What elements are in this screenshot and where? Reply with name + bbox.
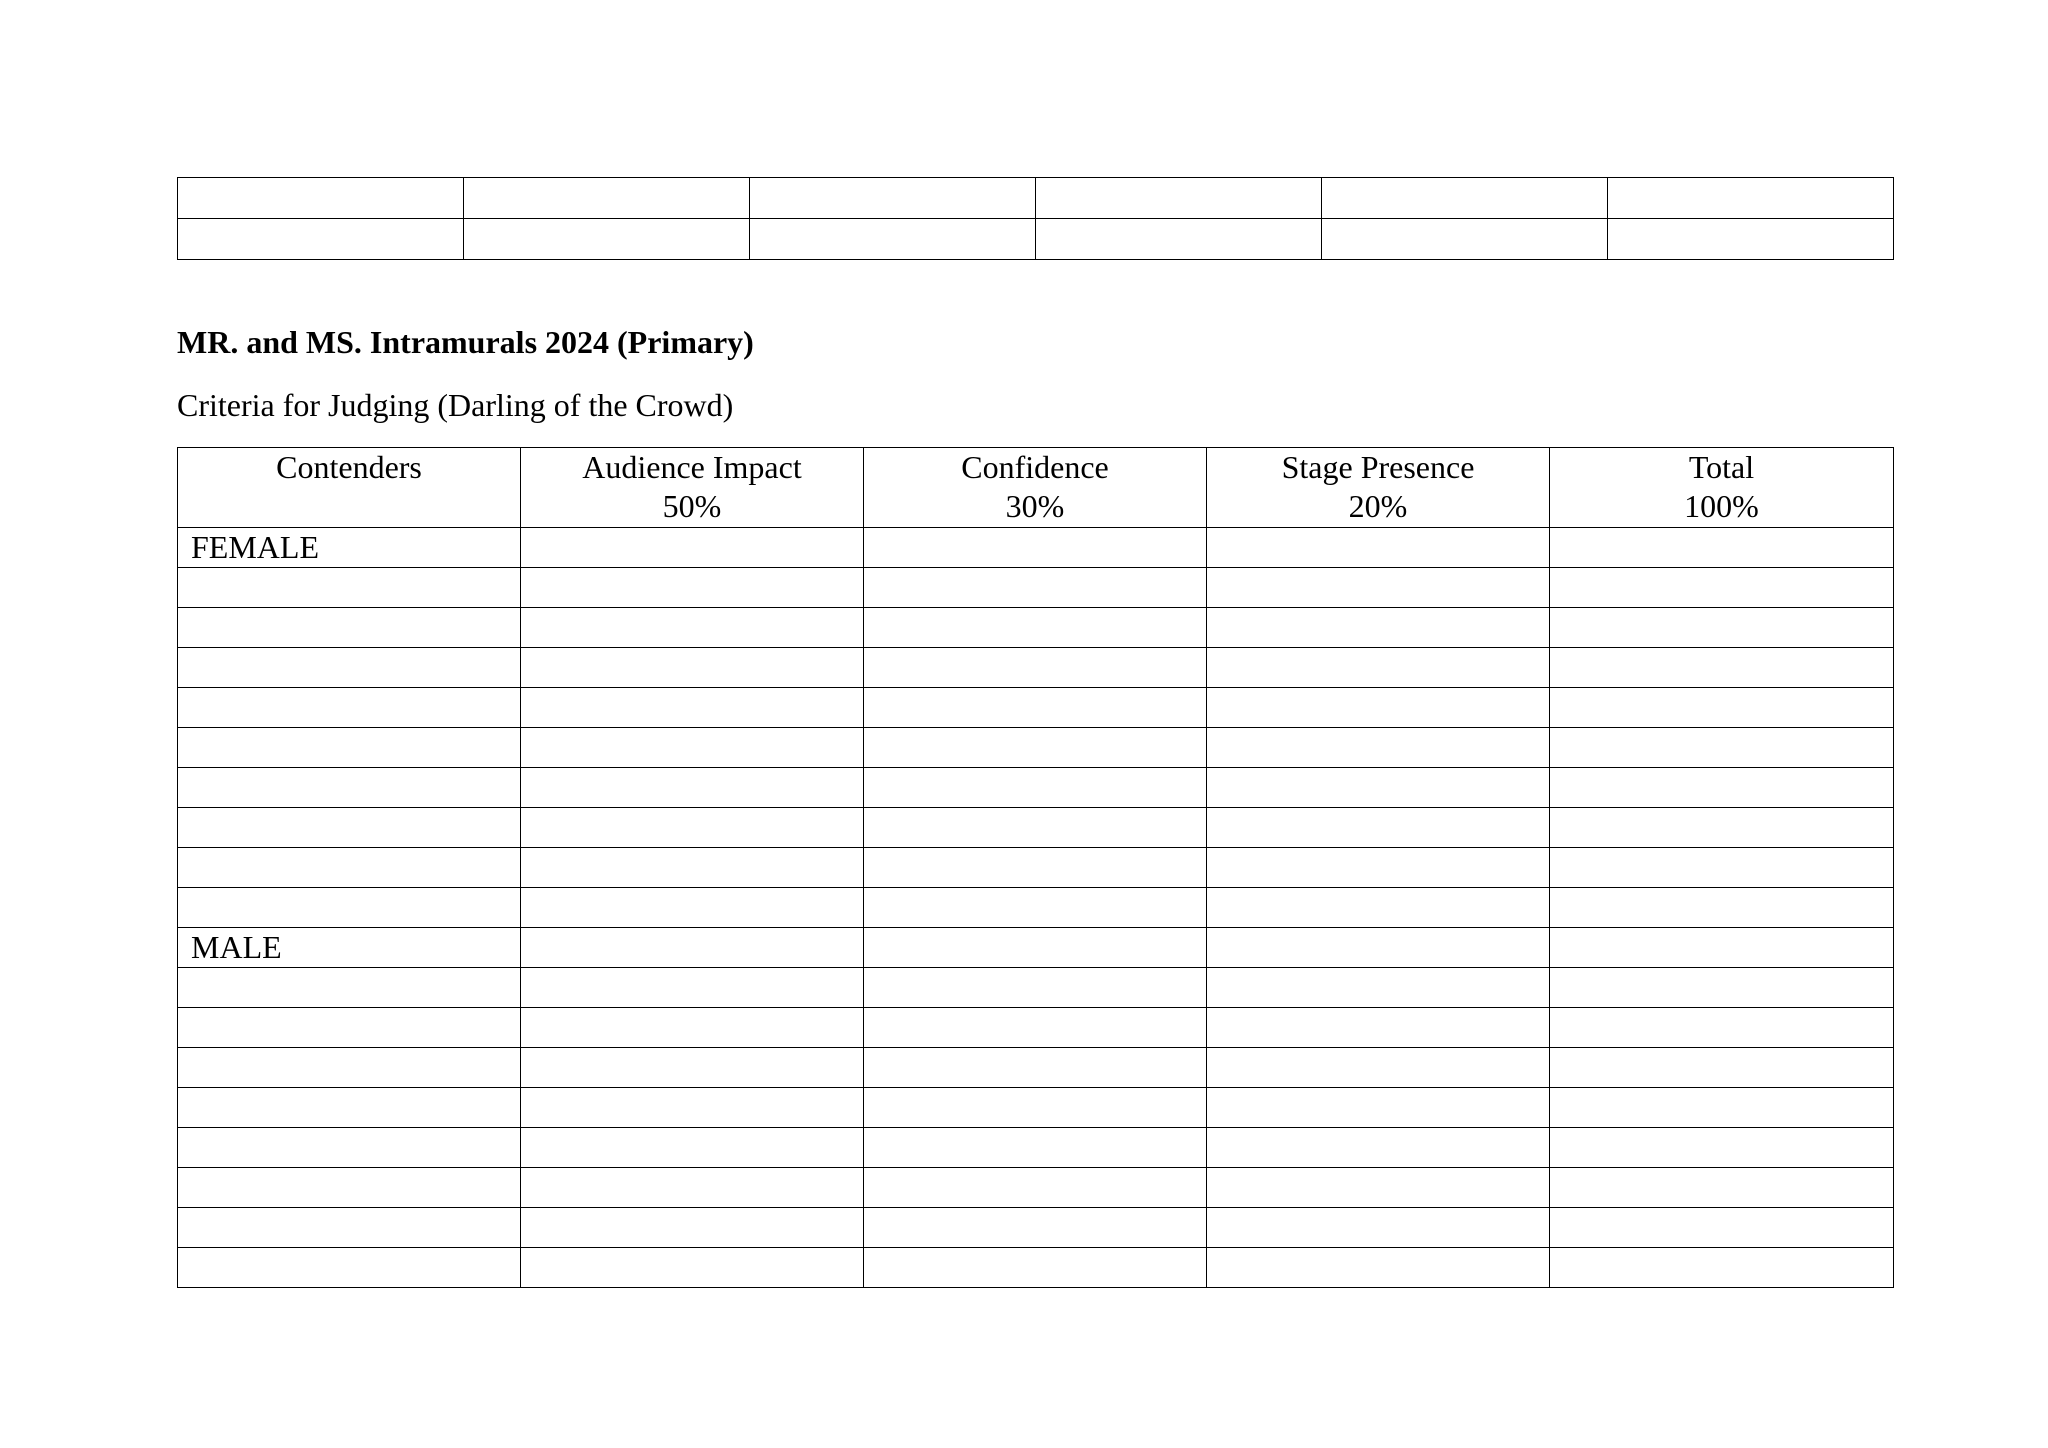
score-cell[interactable] [864, 1048, 1207, 1088]
contender-name-cell[interactable] [178, 968, 521, 1008]
score-cell[interactable] [1550, 1208, 1894, 1248]
contender-row [178, 1008, 1894, 1048]
score-cell[interactable] [1207, 1088, 1550, 1128]
header-audience-impact [521, 448, 864, 528]
header-stage-presence-name: Stage Presence [1281, 449, 1475, 485]
group-label-row [178, 928, 1894, 968]
contender-row [178, 848, 1894, 888]
blank-cell[interactable] [1036, 219, 1322, 260]
score-cell[interactable] [1550, 1168, 1894, 1208]
header-total-weight: 100% [1684, 488, 1759, 524]
score-cell[interactable] [521, 528, 864, 568]
header-stage-presence [1207, 448, 1550, 528]
contender-row [178, 1208, 1894, 1248]
contender-name-cell[interactable] [178, 1168, 521, 1208]
score-cell[interactable] [864, 768, 1207, 808]
score-cell[interactable] [1550, 808, 1894, 848]
score-cell[interactable] [1207, 528, 1550, 568]
score-cell[interactable] [1550, 888, 1894, 928]
section-subtitle: Criteria for Judging (Darling of the Crowd) [177, 387, 734, 423]
contender-row [178, 728, 1894, 768]
header-audience-impact-weight: 50% [662, 488, 722, 524]
score-cell[interactable] [1207, 728, 1550, 768]
header-stage-presence-weight: 20% [1348, 488, 1408, 524]
contender-row [178, 608, 1894, 648]
score-cell[interactable] [1550, 1128, 1894, 1168]
score-cell[interactable] [1207, 968, 1550, 1008]
score-cell[interactable] [1207, 1248, 1550, 1288]
score-cell[interactable] [1207, 808, 1550, 848]
top-blank-table [177, 177, 1894, 260]
score-cell[interactable] [521, 568, 864, 608]
blank-cell[interactable] [750, 219, 1036, 260]
score-cell[interactable] [864, 728, 1207, 768]
score-cell[interactable] [1550, 1008, 1894, 1048]
score-cell[interactable] [864, 688, 1207, 728]
blank-cell[interactable] [464, 178, 750, 219]
score-cell[interactable] [1550, 1048, 1894, 1088]
score-cell[interactable] [864, 1088, 1207, 1128]
contender-name-cell[interactable] [178, 1088, 521, 1128]
score-cell[interactable] [1207, 1008, 1550, 1048]
score-cell[interactable] [1550, 648, 1894, 688]
header-contenders-name: Contenders [276, 449, 422, 485]
blank-cell[interactable] [464, 219, 750, 260]
blank-cell[interactable] [1608, 178, 1894, 219]
score-cell[interactable] [1207, 1128, 1550, 1168]
contender-name-cell[interactable] [178, 608, 521, 648]
score-cell[interactable] [864, 848, 1207, 888]
score-cell[interactable] [521, 768, 864, 808]
contender-row [178, 648, 1894, 688]
score-cell[interactable] [864, 888, 1207, 928]
contender-row [178, 768, 1894, 808]
blank-cell[interactable] [1322, 219, 1608, 260]
score-cell[interactable] [521, 808, 864, 848]
score-cell[interactable] [521, 728, 864, 768]
top-blank-table-body [178, 178, 1894, 260]
contender-name-cell[interactable] [178, 808, 521, 848]
score-cell[interactable] [1207, 1168, 1550, 1208]
score-cell[interactable] [521, 888, 864, 928]
header-confidence-name: Confidence [961, 449, 1109, 485]
score-cell[interactable] [1550, 848, 1894, 888]
score-cell[interactable] [1550, 1088, 1894, 1128]
score-cell[interactable] [864, 568, 1207, 608]
table-row [178, 178, 1894, 219]
contender-row [178, 808, 1894, 848]
contender-row [178, 1168, 1894, 1208]
contender-name-cell[interactable] [178, 1208, 521, 1248]
blank-cell[interactable] [178, 178, 464, 219]
score-cell[interactable] [521, 928, 864, 968]
score-cell[interactable] [1550, 928, 1894, 968]
blank-cell[interactable] [1036, 178, 1322, 219]
contender-row [178, 688, 1894, 728]
score-cell[interactable] [864, 648, 1207, 688]
group-label-female: FEMALE [178, 528, 521, 568]
group-label-male: MALE [178, 928, 521, 968]
score-cell[interactable] [521, 1168, 864, 1208]
score-cell[interactable] [521, 1048, 864, 1088]
contender-row [178, 1048, 1894, 1088]
contender-name-cell[interactable] [178, 1008, 521, 1048]
score-cell[interactable] [864, 1208, 1207, 1248]
contender-row [178, 1128, 1894, 1168]
score-cell[interactable] [1207, 608, 1550, 648]
score-cell[interactable] [521, 648, 864, 688]
blank-cell[interactable] [1322, 178, 1608, 219]
blank-cell[interactable] [1608, 219, 1894, 260]
contender-row [178, 888, 1894, 928]
contender-row [178, 1088, 1894, 1128]
score-cell[interactable] [521, 608, 864, 648]
contender-name-cell[interactable] [178, 888, 521, 928]
contender-name-cell[interactable] [178, 568, 521, 608]
score-cell[interactable] [521, 1208, 864, 1248]
header-confidence [864, 448, 1207, 528]
contender-name-cell[interactable] [178, 1128, 521, 1168]
contender-name-cell[interactable] [178, 768, 521, 808]
score-cell[interactable] [521, 848, 864, 888]
table-row [178, 219, 1894, 260]
score-cell[interactable] [864, 608, 1207, 648]
score-cell[interactable] [864, 808, 1207, 848]
contender-name-cell[interactable] [178, 848, 521, 888]
header-confidence-weight: 30% [1005, 488, 1065, 524]
score-cell[interactable] [1550, 968, 1894, 1008]
score-cell[interactable] [1207, 568, 1550, 608]
score-cell[interactable] [1550, 608, 1894, 648]
score-cell[interactable] [864, 1008, 1207, 1048]
score-cell[interactable] [521, 1128, 864, 1168]
score-cell[interactable] [1207, 928, 1550, 968]
score-cell[interactable] [1207, 848, 1550, 888]
contender-row [178, 568, 1894, 608]
group-label-row [178, 528, 1894, 568]
header-total [1550, 448, 1894, 528]
contender-row [178, 968, 1894, 1008]
score-cell[interactable] [1550, 728, 1894, 768]
score-cell[interactable] [864, 528, 1207, 568]
contender-name-cell[interactable] [178, 688, 521, 728]
header-total-name: Total [1688, 449, 1755, 485]
blank-cell[interactable] [178, 219, 464, 260]
score-cell[interactable] [1207, 648, 1550, 688]
criteria-table [177, 447, 1894, 1288]
score-cell[interactable] [1550, 688, 1894, 728]
score-cell[interactable] [1550, 768, 1894, 808]
header-audience-impact-name: Audience Impact [582, 449, 802, 485]
score-cell[interactable] [864, 1248, 1207, 1288]
score-cell[interactable] [864, 1168, 1207, 1208]
score-cell[interactable] [521, 688, 864, 728]
score-cell[interactable] [1207, 888, 1550, 928]
criteria-header-row [178, 448, 1894, 528]
score-cell[interactable] [864, 928, 1207, 968]
score-cell[interactable] [864, 1128, 1207, 1168]
score-cell[interactable] [1550, 568, 1894, 608]
score-cell[interactable] [864, 968, 1207, 1008]
section-title: MR. and MS. Intramurals 2024 (Primary) [177, 324, 754, 360]
contender-name-cell[interactable] [178, 648, 521, 688]
score-cell[interactable] [521, 1088, 864, 1128]
contender-name-cell[interactable] [178, 1048, 521, 1088]
blank-cell[interactable] [750, 178, 1036, 219]
score-cell[interactable] [1550, 528, 1894, 568]
header-contenders [178, 448, 521, 528]
score-cell[interactable] [1207, 688, 1550, 728]
score-cell[interactable] [1550, 1248, 1894, 1288]
contender-row [178, 1248, 1894, 1288]
contender-name-cell[interactable] [178, 1248, 521, 1288]
score-cell[interactable] [521, 1008, 864, 1048]
score-cell[interactable] [1207, 768, 1550, 808]
criteria-table-body [178, 528, 1894, 1288]
score-cell[interactable] [1207, 1048, 1550, 1088]
score-cell[interactable] [521, 968, 864, 1008]
contender-name-cell[interactable] [178, 728, 521, 768]
score-cell[interactable] [521, 1248, 864, 1288]
score-cell[interactable] [1207, 1208, 1550, 1248]
